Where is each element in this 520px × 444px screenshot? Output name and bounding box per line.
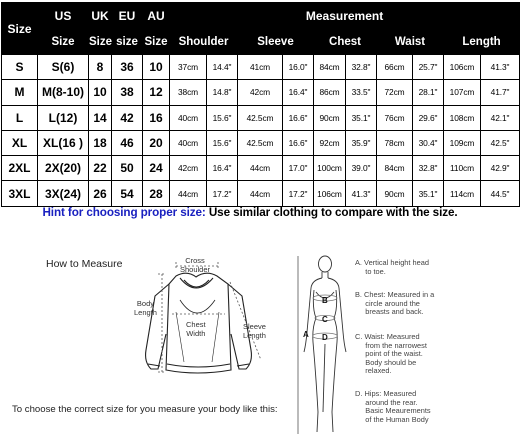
us-size-cell: M(8-10)	[38, 80, 89, 105]
note-b-line-2: circle around the	[365, 298, 420, 308]
measurement-cell: 16.6"	[283, 105, 314, 130]
uk-size-cell: 8	[89, 55, 112, 80]
size-cell: M	[2, 80, 38, 105]
shoulder-column-header: Shoulder	[170, 29, 238, 55]
measurement-cell: 35.1"	[346, 105, 377, 130]
measurement-cell: 40cm	[170, 130, 207, 155]
table-row	[2, 80, 520, 105]
measurement-cell: 29.6"	[413, 105, 444, 130]
measurement-cell: 32.8"	[346, 55, 377, 80]
size-cell: S	[2, 55, 38, 80]
letter-b: B	[322, 296, 328, 305]
measure-instructions: To choose the correct size for you measure your body like this:	[12, 404, 278, 415]
eu-size-cell: 54	[112, 181, 143, 206]
note-c	[355, 333, 427, 376]
au-size-cell: 20	[143, 130, 170, 155]
measurement-cell: 28.1"	[413, 80, 444, 105]
measurement-cell: 84cm	[314, 55, 346, 80]
sleeve-column-header: Sleeve	[238, 29, 314, 55]
measurement-cell: 44.5"	[481, 181, 520, 206]
note-c-line-5: relaxed.	[365, 366, 392, 376]
eu-size-cell: 46	[112, 130, 143, 155]
note-c-line-2: from the narrowest	[365, 340, 427, 350]
uk-header: UK	[89, 3, 112, 29]
table-subheader-row	[2, 29, 520, 55]
measurement-cell: 92cm	[314, 130, 346, 155]
measurement-cell: 42.1"	[481, 105, 520, 130]
au-size-cell: 10	[143, 55, 170, 80]
measurement-cell: 76cm	[377, 105, 413, 130]
measurement-cell: 32.8"	[413, 156, 444, 181]
hint-lead: Hint for choosing proper size:	[42, 206, 206, 219]
size-cell: L	[2, 105, 38, 130]
letter-d: D	[322, 333, 328, 342]
measurement-cell: 15.6"	[207, 130, 238, 155]
measurement-cell: 35.1"	[413, 181, 444, 206]
measurement-cell: 42.5"	[481, 130, 520, 155]
human-figure-icon	[304, 256, 346, 432]
note-a-line-1: Vertical height head	[364, 258, 429, 267]
note-c-line-1: Waist: Measured	[364, 332, 420, 341]
note-d	[355, 390, 431, 424]
us-subheader: Size	[38, 29, 89, 55]
note-d-line-1: Hips: Measured	[364, 389, 417, 398]
measurement-cell: 42.9"	[481, 156, 520, 181]
measurement-cell: 106cm	[314, 181, 346, 206]
au-size-cell: 12	[143, 80, 170, 105]
body-length-label	[134, 299, 157, 317]
measurement-cell: 86cm	[314, 80, 346, 105]
note-a	[355, 259, 429, 276]
measurement-cell: 114cm	[444, 181, 481, 206]
au-size-cell: 24	[143, 156, 170, 181]
note-b-letter: B.	[355, 290, 362, 299]
measurement-cell: 25.7"	[413, 55, 444, 80]
note-b	[355, 291, 434, 317]
eu-subheader: size	[112, 29, 143, 55]
uk-size-cell: 26	[89, 181, 112, 206]
size-cell: XL	[2, 130, 38, 155]
measurement-cell: 15.6"	[207, 105, 238, 130]
us-size-cell: S(6)	[38, 55, 89, 80]
au-header: AU	[143, 3, 170, 29]
measurement-cell: 106cm	[444, 55, 481, 80]
measurement-cell: 42cm	[170, 156, 207, 181]
table-row	[2, 156, 520, 181]
width-label: Width	[186, 329, 206, 338]
table-row	[2, 130, 520, 155]
uk-subheader: Size	[89, 29, 112, 55]
measurement-cell: 16.0"	[283, 55, 314, 80]
eu-size-cell: 42	[112, 105, 143, 130]
us-header: US	[38, 3, 89, 29]
measurement-cell: 42.5cm	[238, 130, 283, 155]
measurement-cell: 90cm	[377, 181, 413, 206]
measurement-cell: 14.4"	[207, 55, 238, 80]
sleeve-length-second-label: Length	[243, 331, 266, 340]
body-label: Body	[136, 299, 155, 308]
measurement-cell: 90cm	[314, 105, 346, 130]
note-d-letter: D.	[355, 389, 363, 398]
chest-width-label	[186, 320, 206, 338]
note-d-line-2: around the rear.	[365, 397, 418, 407]
measurement-cell: 14.8"	[207, 80, 238, 105]
table-row	[2, 181, 520, 206]
sleeve-label: Sleeve	[243, 322, 266, 331]
size-chart-table	[1, 2, 520, 207]
measurement-cell: 109cm	[444, 130, 481, 155]
measurement-cell: 17.2"	[283, 181, 314, 206]
measurement-cell: 35.9"	[346, 130, 377, 155]
measurement-cell: 41.3"	[481, 55, 520, 80]
measurement-cell: 16.4"	[283, 80, 314, 105]
us-size-cell: XL(16 )	[38, 130, 89, 155]
sleeve-length-label	[243, 322, 266, 340]
measurement-cell: 33.5"	[346, 80, 377, 105]
table-row	[2, 55, 520, 80]
measurement-cell: 44cm	[238, 181, 283, 206]
uk-size-cell: 10	[89, 80, 112, 105]
hint-text: Use similar clothing to compare with the size.	[205, 206, 458, 219]
measurement-cell: 41.3"	[346, 181, 377, 206]
letter-a: A	[303, 330, 309, 339]
au-size-cell: 16	[143, 105, 170, 130]
measurement-cell: 84cm	[377, 156, 413, 181]
measurement-cell: 16.4"	[207, 156, 238, 181]
measurement-cell: 44cm	[170, 181, 207, 206]
measurement-header: Measurement	[170, 3, 520, 29]
note-a-letter: A.	[355, 258, 362, 267]
measurement-cell: 16.6"	[283, 130, 314, 155]
uk-size-cell: 18	[89, 130, 112, 155]
uk-size-cell: 14	[89, 105, 112, 130]
note-d-line-3: Basic Meaurements	[365, 406, 431, 416]
measurement-cell: 41cm	[238, 55, 283, 80]
measurement-cell: 110cm	[444, 156, 481, 181]
eu-header: EU	[112, 3, 143, 29]
size-header: Size	[2, 3, 38, 55]
note-c-line-4: Body should be	[365, 357, 417, 367]
note-b-line-1: Chest: Measured in a	[364, 290, 435, 299]
us-size-cell: L(12)	[38, 105, 89, 130]
waist-column-header: Waist	[377, 29, 444, 55]
note-b-line-3: breasts and back.	[365, 307, 424, 317]
au-subheader: Size	[143, 29, 170, 55]
table-header-row	[2, 3, 520, 29]
measurement-cell: 42cm	[238, 80, 283, 105]
measurement-cell: 40cm	[170, 105, 207, 130]
chest-column-header: Chest	[314, 29, 377, 55]
cross-label: Cross	[185, 256, 205, 265]
human-body-diagram	[292, 252, 356, 440]
measurement-cell: 72cm	[377, 80, 413, 105]
measurement-cell: 37cm	[170, 55, 207, 80]
measurement-cell: 17.0"	[283, 156, 314, 181]
measurement-cell: 38cm	[170, 80, 207, 105]
note-c-line-3: point of the waist.	[365, 349, 423, 359]
letter-c: C	[322, 315, 328, 324]
size-hint	[0, 206, 500, 228]
length-label: Length	[134, 308, 157, 317]
measurement-cell: 17.2"	[207, 181, 238, 206]
measurement-cell: 108cm	[444, 105, 481, 130]
size-cell: 2XL	[2, 156, 38, 181]
size-cell: 3XL	[2, 181, 38, 206]
table-row	[2, 105, 520, 130]
measurement-cell: 78cm	[377, 130, 413, 155]
length-column-header: Length	[444, 29, 520, 55]
measurement-cell: 41.7"	[481, 80, 520, 105]
how-to-measure-title: How to Measure	[46, 258, 123, 270]
note-c-letter: C.	[355, 332, 363, 341]
cross-shoulder-label	[180, 256, 210, 274]
measurement-cell: 66cm	[377, 55, 413, 80]
note-d-line-4: of the Human Body	[365, 414, 429, 424]
measurement-cell: 100cm	[314, 156, 346, 181]
measurement-cell: 107cm	[444, 80, 481, 105]
eu-size-cell: 50	[112, 156, 143, 181]
us-size-cell: 3X(24)	[38, 181, 89, 206]
measurement-cell: 39.0"	[346, 156, 377, 181]
us-size-cell: 2X(20)	[38, 156, 89, 181]
uk-size-cell: 22	[89, 156, 112, 181]
eu-size-cell: 36	[112, 55, 143, 80]
measurement-cell: 30.4"	[413, 130, 444, 155]
shoulder-label: Shoulder	[180, 265, 211, 274]
note-a-line-2: to toe.	[365, 266, 386, 276]
measurement-cell: 44cm	[238, 156, 283, 181]
chest-label: Chest	[186, 320, 206, 329]
au-size-cell: 28	[143, 181, 170, 206]
eu-size-cell: 38	[112, 80, 143, 105]
measurement-cell: 42.5cm	[238, 105, 283, 130]
